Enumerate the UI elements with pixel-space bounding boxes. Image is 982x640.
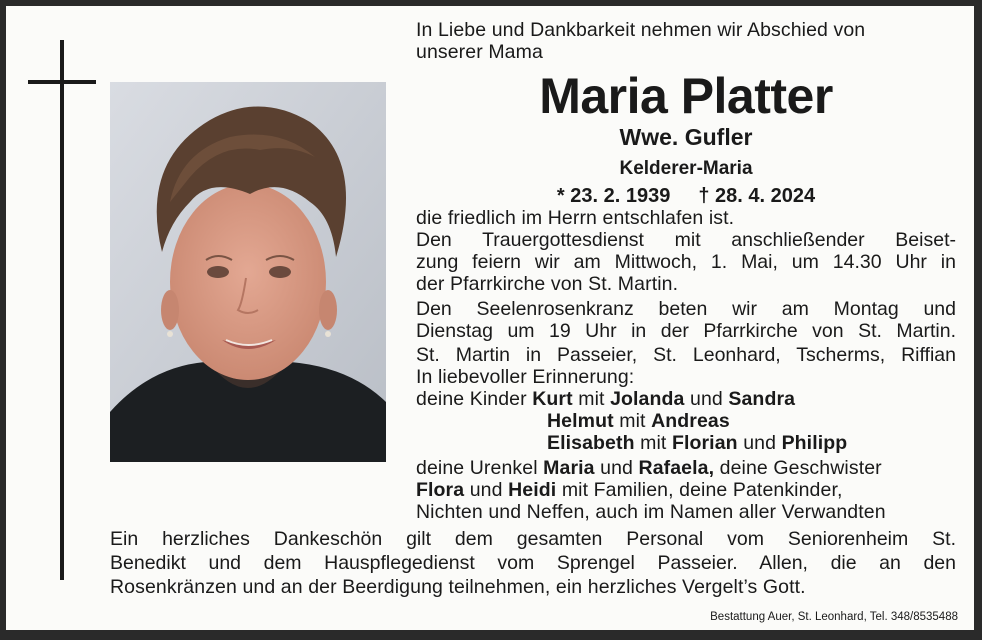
connector: mit [619, 410, 646, 432]
memory-heading: In liebevoller Erinnerung: [416, 366, 635, 388]
sibling-name: Flora [416, 479, 465, 501]
sibling-name: Heidi [508, 479, 557, 501]
connector: und [600, 457, 633, 479]
connector: mit [640, 432, 667, 454]
siblings-row [416, 480, 843, 502]
thanks-line: Rosenkränzen und an der Beerdigung teilnehmen, ein herzliches Vergelt’s Gott. [110, 576, 806, 598]
birth-date: * 23. 2. 1939 [556, 185, 671, 207]
partner-name: Jolanda [610, 388, 685, 410]
body-line: die friedlich im Herrn entschlafen ist. [416, 207, 735, 229]
deceased-name: Maria Platter [539, 68, 833, 124]
child-name: Kurt [532, 388, 573, 410]
children-prefix: deine Kinder [416, 388, 527, 410]
deceased-alias: Wwe. Gufler [619, 124, 753, 150]
children-row [547, 411, 730, 433]
connector: und [743, 432, 777, 454]
body-line: Den Trauergottesdienst mit anschließender Beiset- [416, 229, 956, 251]
deceased-house-name: Kelderer-Maria [619, 158, 753, 179]
grandchild-name: Sandra [728, 388, 796, 410]
children-row [416, 389, 795, 411]
thanks-line: Benedikt und dem Hauspflegedienst vom Sprengel Passeier. Allen, die an den [110, 552, 956, 574]
child-name: Elisabeth [547, 432, 635, 454]
cross-icon-bar [28, 80, 96, 84]
connector: und [469, 479, 503, 501]
body-line: Den Seelenrosenkranz beten wir am Montag und [416, 298, 956, 320]
intro-line-2: unserer Mama [416, 41, 543, 63]
intro-line-1: In Liebe und Dankbarkeit nehmen wir Abschied von [416, 19, 866, 41]
children-row [547, 433, 847, 455]
life-dates [436, 184, 936, 208]
great-grandchild-name: Rafaela, [638, 457, 715, 479]
grandchild-name: Philipp [781, 432, 848, 454]
great-grandchildren-prefix: deine Urenkel [416, 457, 538, 479]
death-date: † 28. 4. 2024 [698, 185, 816, 207]
great-grandchild-name: Maria [543, 457, 595, 479]
obituary-card [6, 6, 974, 630]
connector: und [690, 388, 723, 410]
partner-name: Florian [671, 432, 738, 454]
body-line: Dienstag um 19 Uhr in der Pfarrkirche von St. Martin. [416, 320, 956, 342]
partner-name: Andreas [651, 410, 730, 432]
body-line: zung feiern wir am Mittwoch, 1. Mai, um 14.30 Uhr in [416, 251, 956, 273]
relatives-line: Nichten und Neffen, auch im Namen aller Verwandten [416, 501, 886, 523]
siblings-suffix: mit Familien, deine Patenkinder, [561, 479, 843, 501]
child-name: Helmut [547, 410, 614, 432]
body-line: der Pfarrkirche von St. Martin. [416, 273, 679, 295]
siblings-prefix: deine Geschwister [719, 457, 882, 479]
portrait-photo [110, 82, 386, 462]
thanks-line: Ein herzliches Dankeschön gilt dem gesamten Personal vom Seniorenheim St. [110, 528, 956, 550]
funeral-home-footer: Bestattung Auer, St. Leonhard, Tel. 348/8535488 [710, 611, 958, 623]
cross-icon [60, 40, 64, 580]
great-grandchildren-row [416, 458, 882, 480]
places-line: St. Martin in Passeier, St. Leonhard, Tscherms, Riffian [416, 344, 956, 366]
connector: mit [578, 388, 605, 410]
